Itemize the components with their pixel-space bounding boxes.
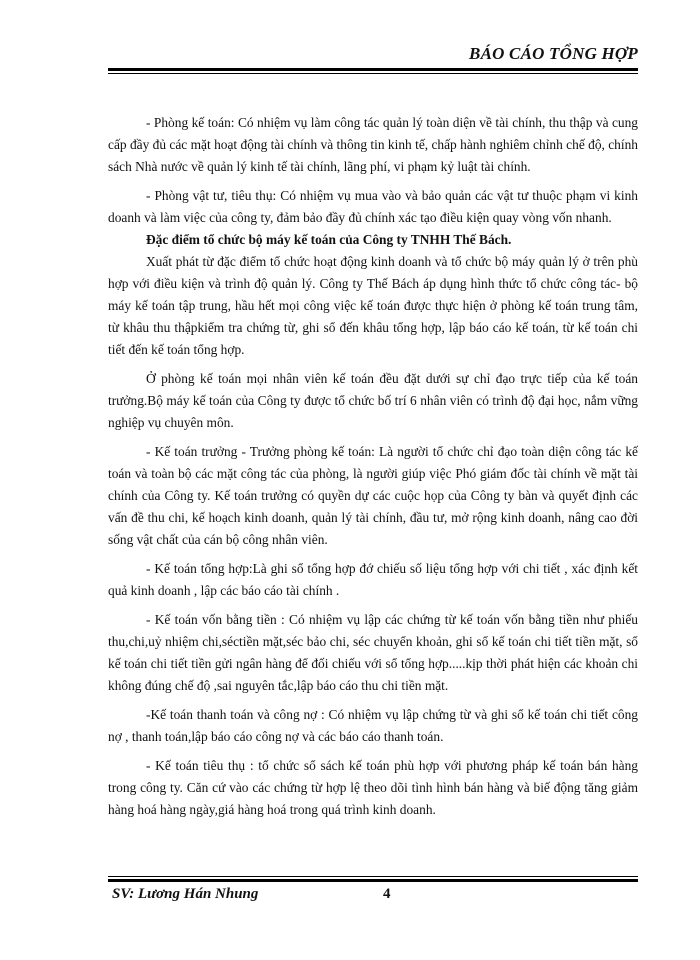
body-text (108, 112, 638, 821)
paragraph-chief-accountant: - Kế toán trưởng - Trưởng phòng kế toán: Là người tổ chức chỉ đạo toàn diện công tác kế toán và toàn bộ các mặt công tác của phòng, là người giúp việc Phó giám đốc tài chính về mặt tài chính của Công ty. Kế toán trưởng có quyền dự các cuộc họp của Công ty bàn và quyết định các vấn đề thu chi, kế hoạch kinh doanh, quản lý tài chính, đầu tư, mở rộng kinh doanh, nâng cao đời sống vật chất của cán bộ công nhân viên. (108, 444, 638, 547)
header-divider-thin (108, 73, 638, 74)
paragraph-origin: Xuất phát từ đặc điểm tổ chức hoạt động kinh doanh và tổ chức bộ máy quản lý ở trên phù hợp với điều kiện và trình độ quản lý. Công ty Thế Bách áp dụng hình thức tổ chức công tác- bộ máy kế toán tập trung, hầu hết mọi công việc kế toán được thực hiện ở phòng kế toán trung tâm, từ khâu thu thậpkiểm tra chứng từ, ghi sổ đến khâu tổng hợp, lập báo cáo kế toán, từ kế toán chi tiết đến kế toán tổng hợp. (108, 254, 638, 357)
footer-author: SV: Lương Hán Nhung (112, 886, 259, 902)
header-divider (108, 68, 638, 71)
paragraph-cash-accountant: - Kế toán vốn bằng tiền : Có nhiệm vụ lập các chứng từ kế toán vốn bằng tiền như phiếu thu,chi,uỷ nhiệm chi,séctiền mặt,séc bảo chi, séc chuyển khoản, ghi sổ kế toán chi tiết tiền mặt, sổ kế toán chi tiết tiền gửi ngân hàng để đối chiếu với sổ tổng hợp.....kịp thời phát hiện các khoản chi không đúng chế độ ,sai nguyên tắc,lập báo cáo thu chi tiền mặt. (108, 612, 638, 693)
section-heading: Đặc điểm tổ chức bộ máy kế toán của Công ty TNHH Thế Bách. (146, 232, 512, 247)
report-title: BÁO CÁO TỔNG HỢP (469, 44, 638, 63)
paragraph-accounting-staff: Ở phòng kế toán mọi nhân viên kế toán đều đặt dưới sự chỉ đạo trực tiếp của kế toán trưởng.Bộ máy kế toán của Công ty được tổ chức bố trí 6 nhân viên có trình độ đại học, nắm vững nghiệp vụ chuyên môn. (108, 371, 638, 430)
paragraph-sales-accountant: - Kế toán tiêu thụ : tổ chức sổ sách kế toán phù hợp với phương pháp kế toán bán hàng trong công ty. Căn cứ vào các chứng từ hợp lệ theo dõi tình hình bán hàng và biế động tăng giảm hàng hoá hàng ngày,giá hàng hoá trong quá trình kinh doanh. (108, 758, 638, 817)
paragraph-materials-dept: - Phòng vật tư, tiêu thụ: Có nhiệm vụ mua vào và bảo quản các vật tư thuộc phạm vi kinh doanh và làm việc của công ty, đảm bảo đầy đủ chính xác tạo điều kiện quay vòng vốn nhanh. (108, 188, 638, 225)
page-number: 4 (383, 886, 391, 902)
paragraph-accounting-dept: - Phòng kế toán: Có nhiệm vụ làm công tác quản lý toàn diện về tài chính, thu thập và cung cấp đầy đủ các mặt hoạt động tài chính và thông tin kinh tế, chấp hành nghiêm chỉnh chế độ, chính sách Nhà nước về quản lý kinh tế tài chính, lãng phí, vi phạm kỷ luật tài chính. (108, 115, 638, 174)
footer-divider-thin (108, 876, 638, 877)
paragraph-general-accountant: - Kế toán tổng hợp:Là ghi sổ tổng hợp đớ chiếu số liệu tổng hợp với chi tiết , xác định kết quả kinh doanh , lập các báo cáo tài chính . (108, 561, 638, 598)
footer-divider (108, 879, 638, 882)
paragraph-payables-accountant: -Kế toán thanh toán và công nợ : Có nhiệm vụ lập chứng từ và ghi sổ kế toán chi tiết công nợ , thanh toán,lập báo cáo công nợ và các báo cáo thanh toán. (108, 707, 638, 744)
